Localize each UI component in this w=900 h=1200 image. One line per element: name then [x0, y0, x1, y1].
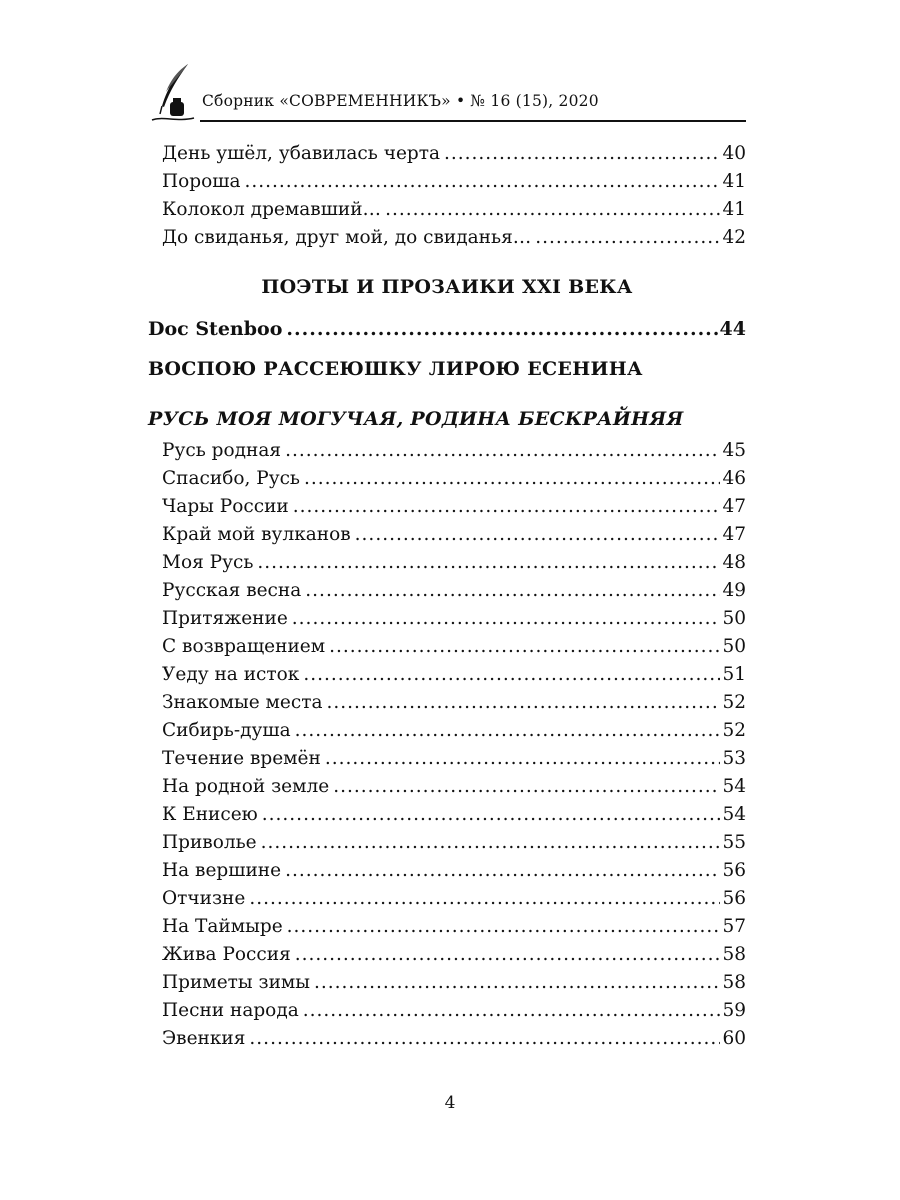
- leader-dots: [385, 199, 720, 220]
- leader-dots: [262, 804, 721, 825]
- toc-entry-title: День ушёл, убавилась черта: [162, 143, 440, 164]
- leader-dots: [333, 776, 720, 797]
- leader-dots: [295, 720, 721, 741]
- toc-entry-title: Русская весна: [162, 580, 302, 601]
- leader-dots: [355, 524, 721, 545]
- toc-entry-page: 54: [722, 776, 746, 797]
- toc-entry: [162, 804, 746, 832]
- toc-entry-page: 40: [722, 143, 746, 164]
- leader-dots: [257, 552, 720, 573]
- leader-dots: [286, 318, 717, 340]
- leader-dots: [303, 1000, 721, 1021]
- leader-dots: [327, 692, 721, 713]
- toc-entry-title: Край мой вулканов: [162, 524, 351, 545]
- toc-entry: [162, 580, 746, 608]
- leader-dots: [444, 143, 720, 164]
- toc-entry: [162, 143, 746, 171]
- toc-entry: [162, 608, 746, 636]
- header-title: Сборник «СОВРЕМЕННИКЪ» • № 16 (15), 2020: [202, 92, 599, 110]
- toc-entry-title: Отчизне: [162, 888, 246, 909]
- leader-dots: [249, 888, 720, 909]
- toc-entry-page: 59: [722, 1000, 746, 1021]
- toc-entry-page: 46: [722, 468, 746, 489]
- toc-entry-page: 41: [722, 199, 746, 220]
- toc-entry-title: Приволье: [162, 832, 257, 853]
- toc-entry: [162, 552, 746, 580]
- author-name: Doc Stenboo: [148, 318, 283, 340]
- toc-entry: [162, 227, 746, 255]
- toc-entry: [162, 199, 746, 227]
- toc-entry-title: Русь родная: [162, 440, 282, 461]
- toc-entry-title: Знакомые места: [162, 692, 323, 713]
- toc-entry: [162, 972, 746, 1000]
- toc-entry: [162, 944, 746, 972]
- section-heading-poets: ПОЭТЫ И ПРОЗАИКИ XXI ВЕКА: [261, 276, 633, 298]
- toc-entry-title: Пороша: [162, 171, 241, 192]
- toc-entry-title: До свиданья, друг мой, до свиданья…: [162, 227, 532, 248]
- toc-entry: [162, 860, 746, 888]
- toc-entry-page: 41: [722, 171, 746, 192]
- toc-entry-title: Чары России: [162, 496, 289, 517]
- leader-dots: [292, 608, 721, 629]
- leader-dots: [304, 468, 720, 489]
- leader-dots: [285, 440, 720, 461]
- toc-entry-page: 49: [722, 580, 746, 601]
- leader-dots: [325, 748, 721, 769]
- quill-inkwell-icon: [148, 62, 196, 124]
- toc-entry-title: Жива Россия: [162, 944, 291, 965]
- toc-entry-title: На Таймыре: [162, 916, 283, 937]
- toc-entry: [162, 720, 746, 748]
- toc-entry-title: На родной земле: [162, 776, 330, 797]
- toc-entry-page: 53: [722, 748, 746, 769]
- toc-entry: [162, 916, 746, 944]
- toc-entry-page: 52: [722, 720, 746, 741]
- leader-dots: [303, 664, 720, 685]
- leader-dots: [244, 171, 720, 192]
- toc-entry: [162, 1000, 746, 1028]
- leader-dots: [249, 1028, 720, 1049]
- toc-entry: [162, 524, 746, 552]
- toc-entry-title: Моя Русь: [162, 552, 254, 573]
- toc-entry-page: 60: [722, 1028, 746, 1049]
- page-number: 4: [444, 1093, 456, 1113]
- toc-entry-page: 57: [722, 916, 746, 937]
- toc-entry-title: С возвращением: [162, 636, 326, 657]
- toc-entry-page: 56: [722, 860, 746, 881]
- leader-dots: [287, 916, 721, 937]
- toc-entry: [162, 468, 746, 496]
- toc-entry-title: Притяжение: [162, 608, 288, 629]
- toc-entry-page: 58: [722, 944, 746, 965]
- toc-entry-title: К Енисею: [162, 804, 258, 825]
- toc-entry: [162, 692, 746, 720]
- toc-entry-page: 56: [722, 888, 746, 909]
- toc-entry: [162, 832, 746, 860]
- leader-dots: [314, 972, 720, 993]
- toc-entry-page: 51: [722, 664, 746, 685]
- section-heading-rus: РУСЬ МОЯ МОГУЧАЯ, РОДИНА БЕСКРАЙНЯЯ: [148, 408, 684, 430]
- author-page: 44: [719, 318, 746, 340]
- toc-entry-page: 47: [722, 524, 746, 545]
- toc-entry: [162, 636, 746, 664]
- toc-entry-page: 50: [722, 636, 746, 657]
- toc-entry: [162, 1028, 746, 1056]
- toc-entry: [162, 776, 746, 804]
- leader-dots: [285, 860, 720, 881]
- toc-entry: [162, 664, 746, 692]
- toc-entry-page: 50: [722, 608, 746, 629]
- toc-entry-title: Колокол дремавший…: [162, 199, 382, 220]
- toc-entry: [162, 888, 746, 916]
- toc-entry-page: 58: [722, 972, 746, 993]
- toc-entry-page: 42: [722, 227, 746, 248]
- toc-entry-page: 52: [722, 692, 746, 713]
- toc-entry: [162, 171, 746, 199]
- leader-dots: [305, 580, 720, 601]
- toc-entry-title: Песни народа: [162, 1000, 299, 1021]
- header-rule: [200, 120, 746, 122]
- page-header: [148, 62, 746, 124]
- toc-entry-title: На вершине: [162, 860, 282, 881]
- toc-entry-page: 54: [722, 804, 746, 825]
- toc-entry-title: Течение времён: [162, 748, 321, 769]
- leader-dots: [329, 636, 720, 657]
- toc-entry-page: 48: [722, 552, 746, 573]
- toc-entry-title: Приметы зимы: [162, 972, 311, 993]
- leader-dots: [261, 832, 721, 853]
- toc-entry-title: Уеду на исток: [162, 664, 300, 685]
- author-entry: [148, 318, 746, 346]
- section-heading-esenin: ВОСПОЮ РАССЕЮШКУ ЛИРОЮ ЕСЕНИНА: [148, 358, 643, 380]
- toc-entry: [162, 748, 746, 776]
- toc-entry-title: Эвенкия: [162, 1028, 246, 1049]
- toc-entry-page: 45: [722, 440, 746, 461]
- leader-dots: [293, 496, 721, 517]
- toc-entry: [162, 440, 746, 468]
- leader-dots: [535, 227, 720, 248]
- toc-entry-title: Спасибо, Русь: [162, 468, 301, 489]
- toc-entry: [162, 496, 746, 524]
- toc-entry-page: 47: [722, 496, 746, 517]
- leader-dots: [295, 944, 721, 965]
- toc-entry-title: Сибирь-душа: [162, 720, 291, 741]
- toc-entry-page: 55: [722, 832, 746, 853]
